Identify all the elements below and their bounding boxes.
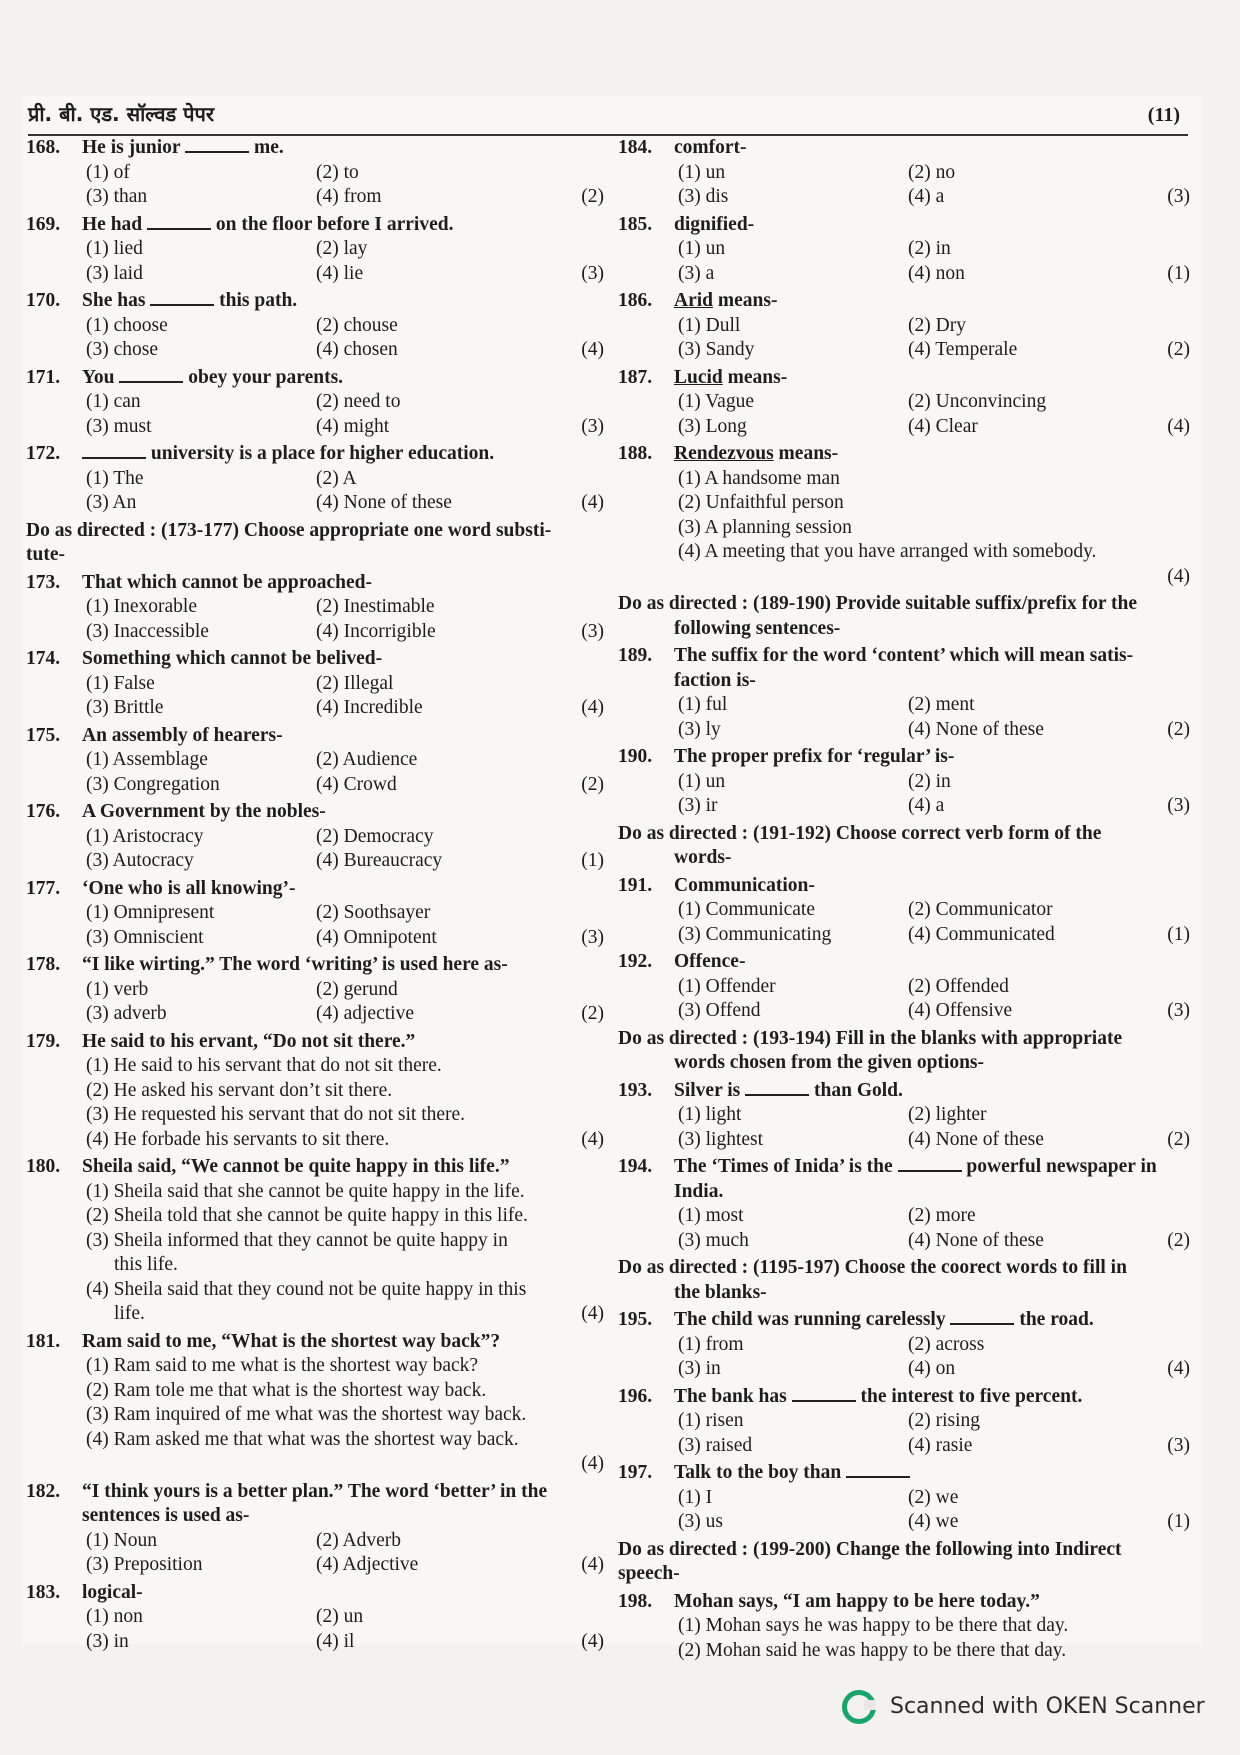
answer: (2): [1167, 1229, 1190, 1251]
question-194: 194. The ‘Times of Inida’ is the powerful newspaper in India. (1) most (2) more (3) much (4) None of these (2): [618, 1155, 1190, 1253]
blank: [147, 214, 211, 230]
answer: (2): [1167, 718, 1190, 740]
answer: (2): [581, 1003, 604, 1024]
question-175: 175. An assembly of hearers- (1) Assemblage (2) Audience (3) Congregation (4) Crowd (2): [26, 724, 604, 798]
question-196: 196. The bank has the interest to five percent. (1) risen (2) rising (3) raised (4) rasie (3): [618, 1385, 1190, 1459]
answer: (3): [581, 262, 604, 284]
question-192: 192. Offence- (1) Offender (2) Offended (3) Offend (4) Offensive (3): [618, 950, 1190, 1024]
scanner-text: Scanned with OKEN Scanner: [890, 1693, 1205, 1719]
answer: (3): [581, 415, 604, 437]
answer: (3): [581, 620, 604, 642]
question-186: 186. Arid means- (1) Dull (2) Dry (3) Sandy (4) Temperale (2): [618, 289, 1190, 363]
blank: [745, 1080, 809, 1096]
directive-199-200: Do as directed : (199-200) Change the following into Indirect speech-: [618, 1538, 1122, 1584]
question-198: 198. Mohan says, “I am happy to be here today.” (1) Mohan says he was happy to be there that day. (2) Mohan said he was happy to be there that day.: [618, 1590, 1069, 1661]
header-title: प्री. बी. एड. सॉल्वड पेपर: [28, 102, 215, 126]
question-179: 179. He said to his ervant, “Do not sit there.” (1) He said to his servant that do not sit there. (2) He asked his servant don’t sit there. (3) He requested his servant that do not sit there. (4) He forbade his servants to sit there. (4): [26, 1030, 604, 1153]
answer: (1): [1167, 923, 1190, 945]
question-176: 176. A Government by the nobles- (1) Aristocracy (2) Democracy (3) Autocracy (4) Bureaucracy (1): [26, 800, 604, 874]
directive-191-192: Do as directed : (191-192) Choose correct verb form of the words-: [618, 822, 1102, 868]
blank: [119, 367, 183, 383]
question-178: 178. “I like wirting.” The word ‘writing’ is used here as- (1) verb (2) gerund (3) adverb (4) adjective (2): [26, 953, 604, 1027]
answer: (3): [581, 926, 604, 948]
answer: (4): [581, 1554, 604, 1575]
answer: (1): [1167, 262, 1190, 284]
answer: (1): [1167, 1511, 1190, 1532]
blank: [950, 1309, 1014, 1325]
answer: (4): [581, 1630, 604, 1652]
question-177: 177. ‘One who is all knowing’- (1) Omnipresent (2) Soothsayer (3) Omniscient (4) Omnipotent (3): [26, 877, 604, 951]
question-193: 193. Silver is than Gold. (1) light (2) lighter (3) lightest (4) None of these (2): [618, 1079, 1190, 1153]
answer: (4): [1167, 565, 1190, 587]
question-182: 182. “I think yours is a better plan.” The word ‘better’ in the sentences is used as- (1) Noun (2) Adverb (3) Preposition (4) Adjective (4): [26, 1480, 604, 1578]
answer: (2): [1167, 339, 1190, 360]
blank: [185, 137, 249, 153]
left-column: [26, 136, 604, 1657]
question-174: 174. Something which cannot be belived- (1) False (2) Illegal (3) Brittle (4) Incredible (4): [26, 647, 604, 721]
scanner-watermark: [840, 1688, 1205, 1724]
question-173: 173. That which cannot be approached- (1) Inexorable (2) Inestimable (3) Inaccessible (4) Incorrigible (3): [26, 571, 604, 645]
question-187: 187. Lucid means- (1) Vague (2) Unconvincing (3) Long (4) Clear (4): [618, 366, 1190, 440]
blank: [150, 290, 214, 306]
question-171: 171. You obey your parents. (1) can (2) need to (3) must (4) might (3): [26, 366, 604, 440]
question-189: 189. The suffix for the word ‘content’ which will mean satis- faction is- (1) ful (2) ment (3) ly (4) None of these (2): [618, 644, 1190, 742]
page-number: (11): [1147, 104, 1180, 126]
directive-193-194: Do as directed : (193-194) Fill in the blanks with appropriate words chosen from the given options-: [618, 1027, 1123, 1073]
question-168: 168. He is junior me. (1) of (2) to (3) than (4) from (2): [26, 136, 604, 210]
answer: (1): [581, 850, 604, 871]
answer: (2): [581, 773, 604, 795]
question-185: 185. dignified- (1) un (2) in (3) a (4) non (1): [618, 213, 1190, 287]
question-184: 184. comfort- (1) un (2) no (3) dis (4) a (3): [618, 136, 1190, 210]
directive-195-197: Do as directed : (1195-197) Choose the coorect words to fill in the blanks-: [618, 1257, 1127, 1303]
answer: (2): [581, 186, 604, 207]
answer: (4): [1167, 415, 1190, 437]
directive-173-177: Do as directed : (173-177) Choose appropriate one word substi- tute-: [26, 519, 552, 565]
question-180: 180. Sheila said, “We cannot be quite happy in this life.” (1) Sheila said that she cannot be quite happy in the life. (2) Sheila told that she cannot be quite happy in this life. (3) Sheila informed that they cannot be quite happy in this life. (4) Sheila said that they cound not be quite happy in this life. (4): [26, 1155, 604, 1327]
answer: (4): [581, 339, 604, 360]
answer: (4): [581, 1303, 604, 1324]
question-191: 191. Communication- (1) Communicate (2) Communicator (3) Communicating (4) Communicated (1): [618, 874, 1190, 948]
question-195: 195. The child was running carelessly the road. (1) from (2) across (3) in (4) on (4): [618, 1308, 1190, 1382]
blank: [846, 1462, 910, 1478]
blank: [898, 1156, 962, 1172]
blank: [82, 443, 146, 459]
answer: (4): [581, 697, 604, 718]
question-169: 169. He had on the floor before I arrived. (1) lied (2) lay (3) laid (4) lie (3): [26, 213, 604, 287]
blank: [792, 1386, 856, 1402]
answer: (4): [581, 492, 604, 513]
question-172: 172. university is a place for higher education. (1) The (2) A (3) An (4) None of these (4): [26, 442, 604, 516]
question-188: 188. Rendezvous means- (1) A handsome man (2) Unfaithful person (3) A planning session (4) A meeting that you have arranged with somebody. (4): [618, 442, 1190, 589]
question-197: 197. Talk to the boy than (1) I (2) we (3) us (4) we (1): [618, 1461, 1190, 1535]
oken-scanner-logo-icon: [840, 1688, 876, 1724]
answer: (3): [1167, 1000, 1190, 1021]
answer: (3): [1167, 186, 1190, 207]
answer: (3): [1167, 795, 1190, 816]
directive-189-190: Do as directed : (189-190) Provide suitable suffix/prefix for the following sentences-: [618, 593, 1138, 639]
question-181: 181. Ram said to me, “What is the shortest way back”? (1) Ram said to me what is the shortest way back? (2) Ram tole me that what is the shortest way back. (3) Ram inquired of me what was the shortest way back. (4) Ram asked me that what was the shortest way back. (4): [26, 1330, 604, 1477]
answer: (4): [581, 1128, 604, 1150]
question-183: 183. logical- (1) non (2) un (3) in (4) il (4): [26, 1581, 604, 1655]
answer: (4): [1167, 1358, 1190, 1379]
question-190: 190. The proper prefix for ‘regular’ is- (1) un (2) in (3) ir (4) a (3): [618, 745, 1190, 819]
right-column: [618, 136, 1190, 1666]
question-170: 170. She has this path. (1) choose (2) chouse (3) chose (4) chosen (4): [26, 289, 604, 363]
answer: (4): [581, 1453, 604, 1474]
page-header: [28, 100, 1188, 136]
answer: (2): [1167, 1128, 1190, 1150]
answer: (3): [1167, 1434, 1190, 1456]
